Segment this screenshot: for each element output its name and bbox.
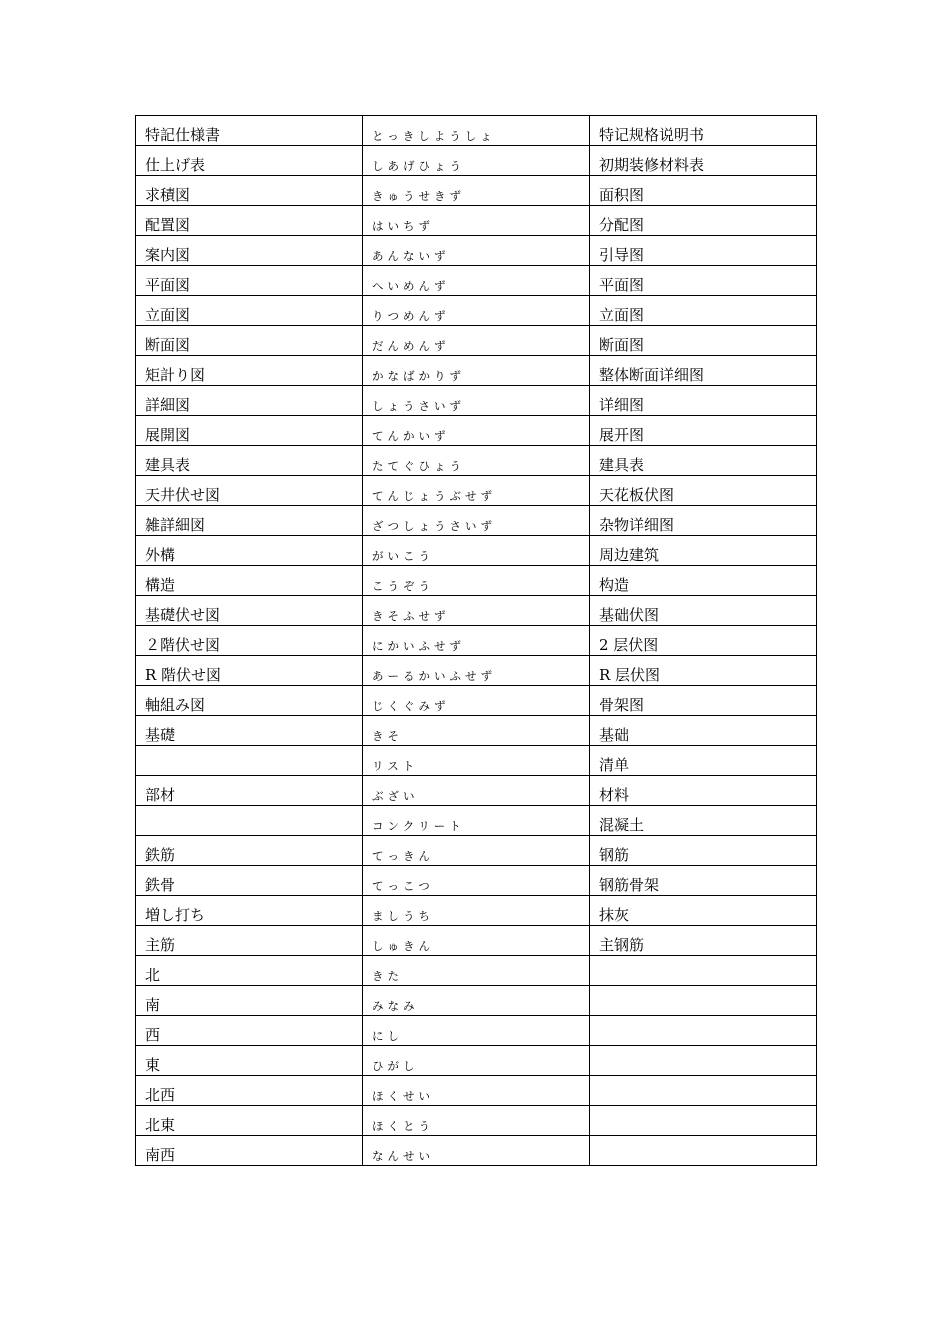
translation-cell: 主钢筋	[590, 926, 817, 956]
term-cell: 鉄筋	[136, 836, 363, 866]
reading-cell: てっきん	[363, 836, 590, 866]
term-cell: 南西	[136, 1136, 363, 1166]
reading-cell: かなばかりず	[363, 356, 590, 386]
table-row	[136, 896, 817, 926]
table-row	[136, 1016, 817, 1046]
table-row	[136, 806, 817, 836]
term-cell: 断面図	[136, 326, 363, 356]
term-cell	[136, 806, 363, 836]
table-row	[136, 236, 817, 266]
table-row	[136, 386, 817, 416]
table-row	[136, 1106, 817, 1136]
table-row	[136, 596, 817, 626]
table-row	[136, 266, 817, 296]
term-cell: 天井伏せ図	[136, 476, 363, 506]
translation-cell: 面积图	[590, 176, 817, 206]
table-row	[136, 716, 817, 746]
reading-cell: てんかいず	[363, 416, 590, 446]
translation-cell: 骨架图	[590, 686, 817, 716]
translation-cell: 清单	[590, 746, 817, 776]
translation-cell	[590, 1136, 817, 1166]
table-row	[136, 176, 817, 206]
translation-cell: 建具表	[590, 446, 817, 476]
table-row	[136, 206, 817, 236]
term-cell: 配置図	[136, 206, 363, 236]
reading-cell: にかいふせず	[363, 626, 590, 656]
term-cell: 特記仕様書	[136, 116, 363, 146]
reading-cell: てんじょうぶせず	[363, 476, 590, 506]
table-row	[136, 566, 817, 596]
translation-cell: 2 层伏图	[590, 626, 817, 656]
translation-cell	[590, 1076, 817, 1106]
table-row	[136, 926, 817, 956]
translation-cell: 抹灰	[590, 896, 817, 926]
table-row	[136, 416, 817, 446]
term-cell: 外構	[136, 536, 363, 566]
table-row	[136, 446, 817, 476]
table-row	[136, 986, 817, 1016]
term-cell: 北西	[136, 1076, 363, 1106]
term-cell: 雑詳細図	[136, 506, 363, 536]
term-cell: 構造	[136, 566, 363, 596]
table-row	[136, 836, 817, 866]
translation-cell: 详细图	[590, 386, 817, 416]
translation-cell: 初期装修材料表	[590, 146, 817, 176]
reading-cell: きゅうせきず	[363, 176, 590, 206]
table-row	[136, 1076, 817, 1106]
translation-cell	[590, 1046, 817, 1076]
translation-cell: 引导图	[590, 236, 817, 266]
translation-cell: 周边建筑	[590, 536, 817, 566]
reading-cell: なんせい	[363, 1136, 590, 1166]
reading-cell: だんめんず	[363, 326, 590, 356]
term-cell: 詳細図	[136, 386, 363, 416]
reading-cell: ざつしょうさいず	[363, 506, 590, 536]
term-cell: 南	[136, 986, 363, 1016]
term-cell: ２階伏せ図	[136, 626, 363, 656]
term-cell: 立面図	[136, 296, 363, 326]
term-cell: 平面図	[136, 266, 363, 296]
translation-cell: 杂物详细图	[590, 506, 817, 536]
translation-cell: 基础	[590, 716, 817, 746]
table-row	[136, 866, 817, 896]
term-cell: 部材	[136, 776, 363, 806]
reading-cell: がいこう	[363, 536, 590, 566]
term-cell: 矩計り図	[136, 356, 363, 386]
reading-cell: きそ	[363, 716, 590, 746]
table-row	[136, 956, 817, 986]
term-cell: 鉄骨	[136, 866, 363, 896]
term-cell: 基礎	[136, 716, 363, 746]
translation-cell: 构造	[590, 566, 817, 596]
translation-cell: 断面图	[590, 326, 817, 356]
term-cell: 建具表	[136, 446, 363, 476]
reading-cell: じくぐみず	[363, 686, 590, 716]
reading-cell: しあげひょう	[363, 146, 590, 176]
translation-cell: 钢筋骨架	[590, 866, 817, 896]
term-cell: 北	[136, 956, 363, 986]
reading-cell: あんないず	[363, 236, 590, 266]
term-cell: 西	[136, 1016, 363, 1046]
translation-cell	[590, 1016, 817, 1046]
reading-cell: みなみ	[363, 986, 590, 1016]
table-row	[136, 476, 817, 506]
term-cell: 案内図	[136, 236, 363, 266]
reading-cell: ぶざい	[363, 776, 590, 806]
table-row	[136, 536, 817, 566]
translation-cell	[590, 1106, 817, 1136]
glossary-table-body	[136, 116, 817, 1166]
term-cell	[136, 746, 363, 776]
translation-cell: 天花板伏图	[590, 476, 817, 506]
table-row	[136, 1046, 817, 1076]
term-cell: 基礎伏せ図	[136, 596, 363, 626]
reading-cell: しょうさいず	[363, 386, 590, 416]
table-row	[136, 326, 817, 356]
translation-cell: 平面图	[590, 266, 817, 296]
reading-cell: コンクリート	[363, 806, 590, 836]
reading-cell: あーるかいふせず	[363, 656, 590, 686]
table-row	[136, 296, 817, 326]
glossary-table	[135, 115, 817, 1166]
reading-cell: リスト	[363, 746, 590, 776]
term-cell: 増し打ち	[136, 896, 363, 926]
translation-cell: 钢筋	[590, 836, 817, 866]
translation-cell: 基础伏图	[590, 596, 817, 626]
term-cell: R 階伏せ図	[136, 656, 363, 686]
table-row	[136, 506, 817, 536]
translation-cell: 展开图	[590, 416, 817, 446]
reading-cell: きた	[363, 956, 590, 986]
term-cell: 展開図	[136, 416, 363, 446]
reading-cell: ほくとう	[363, 1106, 590, 1136]
reading-cell: はいちず	[363, 206, 590, 236]
term-cell: 仕上げ表	[136, 146, 363, 176]
table-row	[136, 356, 817, 386]
table-row	[136, 746, 817, 776]
reading-cell: ほくせい	[363, 1076, 590, 1106]
table-row	[136, 626, 817, 656]
term-cell: 求積図	[136, 176, 363, 206]
reading-cell: にし	[363, 1016, 590, 1046]
reading-cell: てっこつ	[363, 866, 590, 896]
reading-cell: へいめんず	[363, 266, 590, 296]
term-cell: 軸組み図	[136, 686, 363, 716]
translation-cell: R 层伏图	[590, 656, 817, 686]
translation-cell: 整体断面详细图	[590, 356, 817, 386]
translation-cell: 立面图	[590, 296, 817, 326]
translation-cell: 混凝土	[590, 806, 817, 836]
reading-cell: きそふせず	[363, 596, 590, 626]
reading-cell: たてぐひょう	[363, 446, 590, 476]
term-cell: 北東	[136, 1106, 363, 1136]
reading-cell: ひがし	[363, 1046, 590, 1076]
table-row	[136, 146, 817, 176]
reading-cell: こうぞう	[363, 566, 590, 596]
reading-cell: とっきしようしょ	[363, 116, 590, 146]
table-row	[136, 656, 817, 686]
term-cell: 東	[136, 1046, 363, 1076]
translation-cell	[590, 986, 817, 1016]
table-row	[136, 116, 817, 146]
translation-cell	[590, 956, 817, 986]
translation-cell: 特记规格说明书	[590, 116, 817, 146]
table-row	[136, 776, 817, 806]
reading-cell: しゅきん	[363, 926, 590, 956]
translation-cell: 材料	[590, 776, 817, 806]
reading-cell: りつめんず	[363, 296, 590, 326]
table-row	[136, 1136, 817, 1166]
translation-cell: 分配图	[590, 206, 817, 236]
reading-cell: ましうち	[363, 896, 590, 926]
table-row	[136, 686, 817, 716]
term-cell: 主筋	[136, 926, 363, 956]
